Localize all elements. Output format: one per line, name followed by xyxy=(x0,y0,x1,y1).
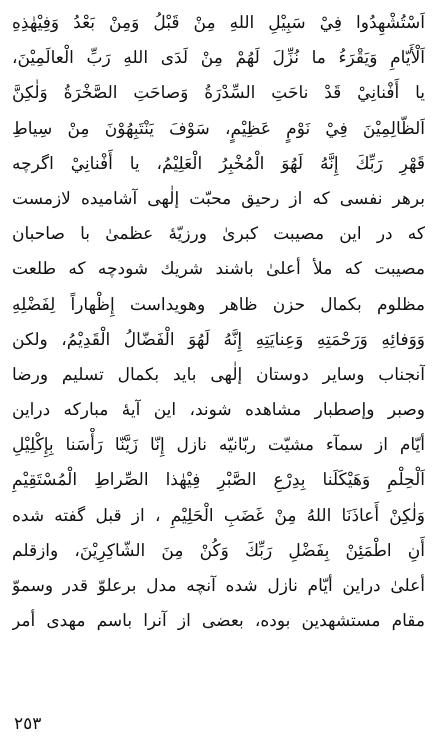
text-line: أيّام از سمآء مشيّت ربّانيّه نازل إِنّا زَيَّنّا رَأْسَنا بِإِكْلِيْلِ xyxy=(12,435,425,456)
text-line: مظلوم بكمال حزن ظاهر وهويداست إِظْهاراً لِفَضْلِهِ xyxy=(12,294,425,315)
text-line: اَلْأَيّامِ وَيَقْرَءُ ما نُزِّلَ لَهُمْ مِنْ لَدَى اللهِ رَبِّ الْعالَمِيْنَ، xyxy=(12,48,425,69)
body-text xyxy=(12,6,425,639)
text-line: اَلْحِلْمِ وَهَيْكَلَنا بِدِرْعِ الصَّبْرِ فِيْهٰذا الصِّراطِ الْمُسْتَقِيْمِ xyxy=(12,470,425,491)
text-line: وَلٰكِنْ أَعاذَنَا اللهُ مِنْ غَضَبِ الْحَلِيْمِ ، از قبل گفته شده xyxy=(12,505,425,526)
text-line: يا أَفْنانِيْ قَدْ ناحَتِ السِّدْرَةُ وَصاحَتِ الصَّخْرَةُ وَلٰكِنَّ xyxy=(12,83,425,104)
text-line: برهر نفسى كه از رحيق محبّت إلٰهى آشاميده لازمست xyxy=(12,188,425,209)
text-line: أَنِ اطْمَئِنْ بِفَضْلِ رَبِّكَ وَكُنْ مِنَ الشّاكِرِيْنَ، وازقلم xyxy=(12,540,425,561)
text-line: اَسْتُشْهِدُوا فِيْ سَبِيْلِ اللهِ مِنْ قَبْلُ وَمِنْ بَعْدُ وَفِيْهٰذِهِ xyxy=(12,13,425,33)
text-line: قَهْرِ رَبِّكَ إِنَّهُ لَهُوَ الْمُخْبِرُ الْعَلِيْمُ، يا أَفْنانِيْ اگرچه xyxy=(12,153,425,174)
text-line: آنجناب وساير دوستان إلٰهى بايد بكمال تسليم ورضا xyxy=(12,364,425,385)
text-line: مقام مستشهدين بوده، بعضى از آنرا باسم مهدى أمر xyxy=(12,611,425,632)
text-line: كه در اين مصيبت كبرىٰ ورزيّهٔ عظمىٰ با صاحبان xyxy=(12,224,425,245)
text-line: مصيبت كه ملأ أعلىٰ باشند شريك شودچه كه طلعت xyxy=(12,259,425,280)
text-line: اَلظّالِمِيْنَ فِيْ نَوْمٍ عَظِيْمٍ، سَوْفَ يَنْتَبِهُوْنَ مِنْ سِياطِ xyxy=(12,118,425,139)
text-line: وصبر وإصطبار مشاهده شوند، اين آيهٔ مباركه دراين xyxy=(12,400,425,421)
text-line: وَوَفائِهِ وَرَحْمَتِهِ وَعِنايَتِهِ إِنَّهُ لَهُوَ الْفَضّالُ الْقَدِيْمُ، ولكن xyxy=(12,329,425,350)
page-number: ٢٥٣ xyxy=(14,714,42,734)
text-line: أعلىٰ دراين أيّام نازل شده آنچه مدل برعلوّ قدر وسموّ xyxy=(12,576,425,596)
